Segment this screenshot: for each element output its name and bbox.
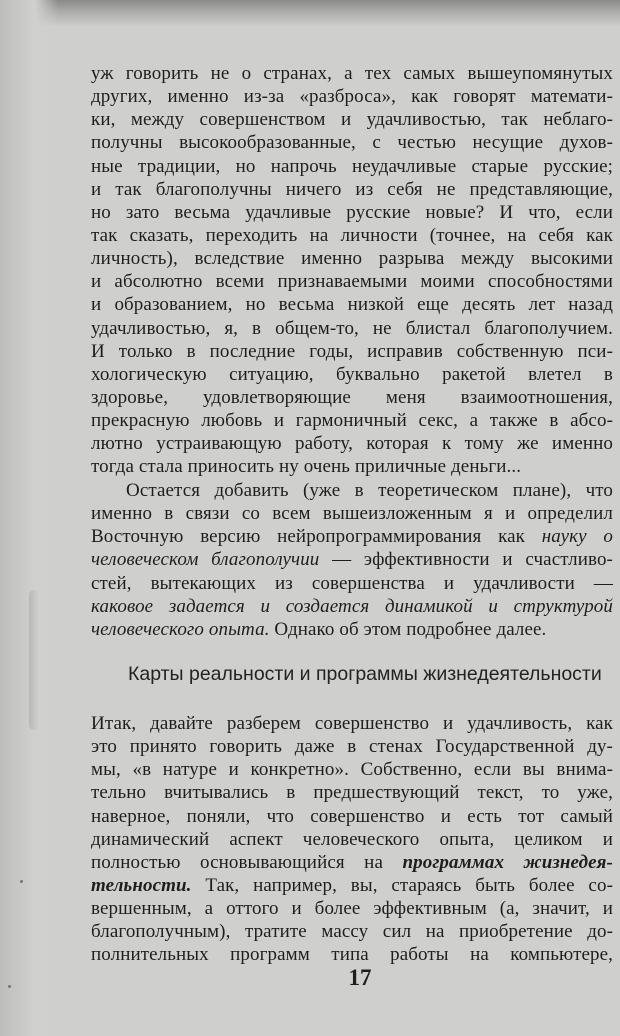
text-line: стей, вытекающих из совершенства и удачливости — [91, 572, 613, 594]
text-line: тельно вчитывались в предшествующий текст, то уже, [91, 782, 613, 804]
text-line [91, 618, 613, 641]
text-line: динамический аспект человеческого опыта, целиком и [91, 828, 613, 850]
page-number: 17 [348, 965, 372, 990]
section-heading: Карты реальности и программы жизнедеятельности [128, 663, 602, 685]
text-run: Однако об этом подробнее далее. [269, 618, 547, 640]
text-line: Итак, давайте разберем совершенство и удачливость, как [91, 713, 613, 734]
text-line: И только в последние годы, исправив собственную пси- [91, 340, 613, 362]
paragraph-2 [91, 479, 613, 641]
text-line: тогда стала приносить ну очень приличные деньги... [91, 456, 522, 478]
text-line: ки, между совершенством и удачливостью, так неблаго- [91, 109, 613, 131]
text-line: мы, «в натуре и конкретно». Собственно, если вы внима- [91, 759, 613, 781]
text-line: удачливостью, я, в общем-то, не блистал благополучием. [91, 317, 613, 339]
emphasis-text: человеческом благополучии [91, 549, 320, 571]
text-line: но зато весьма удачливые русские новые? И что, если [91, 201, 613, 223]
text-line: уж говорить не о странах, а тех самых вышеупомянутых [91, 63, 613, 84]
emphasis-text: науку о [541, 526, 613, 548]
emphasis-text: программах жизнедея- [402, 851, 613, 873]
text-line: полнительных программ типа работы на компьютере, [91, 944, 613, 966]
text-line [91, 851, 613, 874]
text-line: наверное, поняли, что совершенство и есть тот самый [91, 805, 613, 827]
text-line: лютно устраивающую работу, которая к тому же именно [91, 433, 613, 455]
text-line: благополучным), тратите массу сил на приобретение до- [91, 921, 613, 943]
text-line: получны высокообразованные, с честью несущие духов- [91, 132, 613, 154]
paragraph-3 [91, 712, 613, 967]
text-line [91, 874, 613, 897]
text-line: личность), вследствие именно разрыва между высокими [91, 248, 613, 270]
text-line: так сказать, переходить на личности (точнее, на себя как [91, 224, 613, 246]
emphasis-text: человеческого опыта. [91, 618, 270, 640]
text-line: и образованием, но весьма низкой еще десять лет назад [91, 294, 613, 316]
text-line [91, 595, 613, 618]
text-line: и так благополучны ничего из себя не представляющие, [91, 178, 613, 200]
paragraph-1 [91, 62, 613, 479]
text-run: Восточную версию нейропрограммирования как [91, 526, 542, 548]
text-line: Остается добавить (уже в теоретическом плане), что [126, 480, 613, 501]
text-line: прекрасную любовь и гармоничный секс, а также в абсо- [91, 410, 613, 432]
text-line: хологическую ситуацию, буквально ракетой влетел в [91, 363, 613, 385]
text-run: — эффективности и счастливо- [319, 549, 613, 571]
text-line [91, 548, 613, 571]
text-line: вершенным, а оттого и более эффективным (а, значит, и [91, 898, 613, 920]
text-line: здоровье, удовлетворяющие меня взаимоотношения, [91, 386, 613, 408]
text-line: ные традиции, но напрочь неудачливые старые русские; [91, 155, 613, 177]
text-line: и абсолютно всеми признаваемыми моими способностями [91, 271, 613, 293]
text-line [91, 525, 613, 548]
text-line: других, именно из-за «разброса», как говорят математи- [91, 86, 613, 108]
text-run: Так, например, вы, стараясь быть более со- [191, 874, 613, 896]
text-line: это принято говорить даже в стенах Государственной ду- [91, 736, 613, 758]
emphasis-text: каковое задается и создается динамикой и структурой [91, 595, 613, 617]
text-run: полностью основывающийся на [91, 851, 403, 873]
text-line: именно в связи со всем вышеизложенным я и определил [91, 503, 613, 525]
emphasis-text: тельности. [91, 874, 192, 896]
